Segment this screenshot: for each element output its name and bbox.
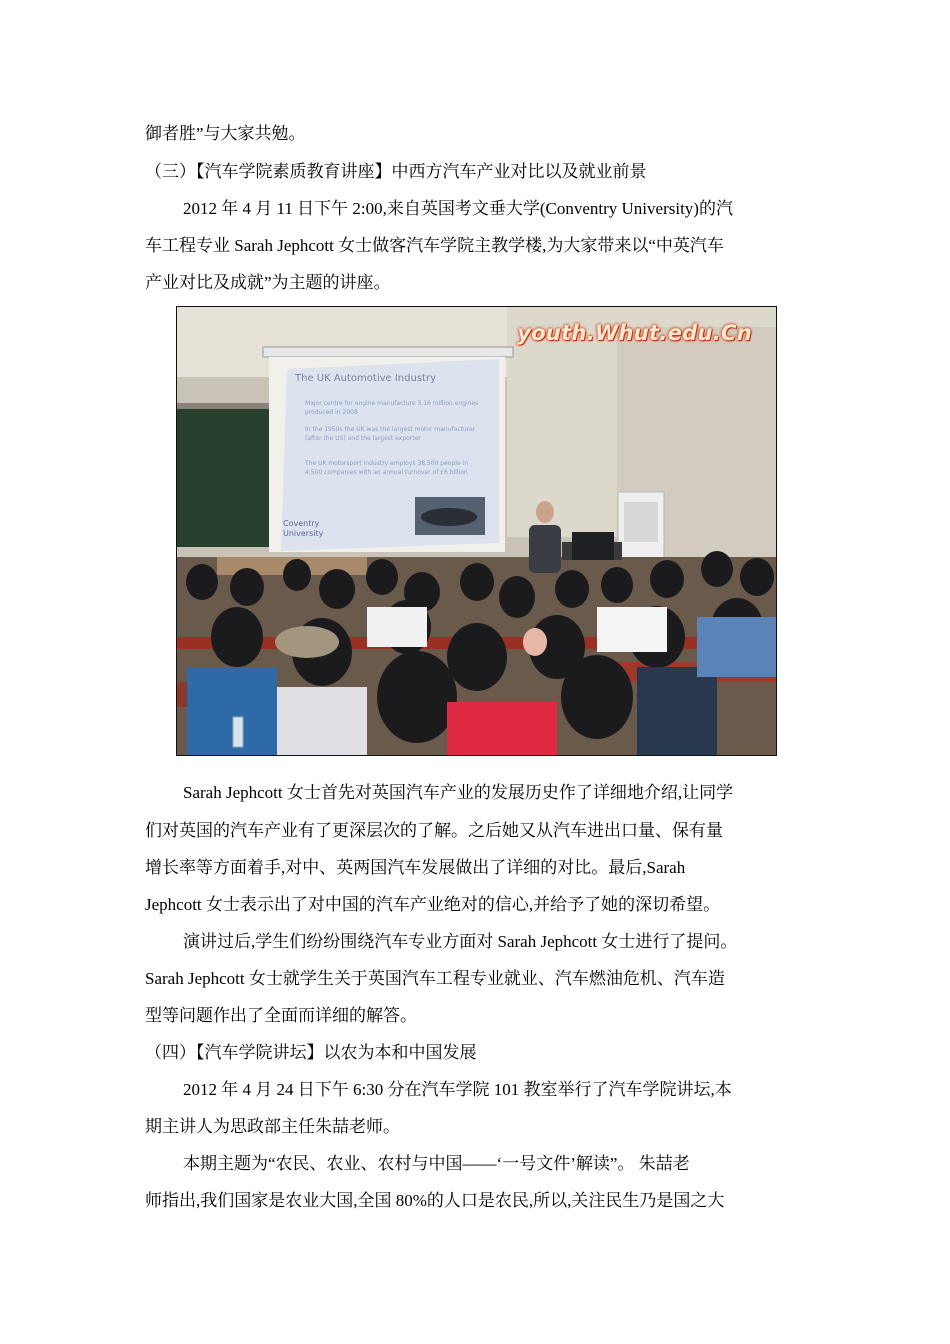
paragraph-line: Sarah Jephcott 女士首先对英国汽车产业的发展历史作了详细地介绍,让同学 [183,783,734,802]
slide-title: The UK Automotive Industry [295,373,436,384]
paragraph-line: 演讲过后,学生们纷纷围绕汽车专业方面对 Sarah Jephcott 女士进行了提问。 [183,932,738,951]
slide-bullet: In the 1950s the UK was the largest motor manufacturer (after the US) and the largest exporter [305,426,476,442]
paragraph-line: 师指出,我们国家是农业大国,全国 80%的人口是农民,所以,关注民生乃是国之大 [145,1191,725,1210]
slide-bullet: The UK motorsport industry employs 38,500 people in 4,500 companies with an annual turnover of £6 billion [305,460,469,476]
paragraph-line: 产业对比及成就”为主题的讲座。 [145,273,391,292]
paragraph-line: 增长率等方面着手,对中、英两国汽车发展做出了详细的对比。最后,Sarah [145,858,686,877]
paragraph-line: 期主讲人为思政部主任朱喆老师。 [145,1117,400,1136]
section-heading-3: （三）【汽车学院素质教育讲座】中西方汽车产业对比以及就业前景 [145,162,647,181]
paragraph-line: 2012 年 4 月 24 日下午 6:30 分在汽车学院 101 教室举行了汽车学院讲坛,本 [183,1080,732,1099]
watermark-text: youth.Whut.edu.Cn [517,321,752,345]
section-heading-4: （四）【汽车学院讲坛】以农为本和中国发展 [145,1043,477,1062]
paragraph-line: 御者胜”与大家共勉。 [145,124,306,143]
paragraph-line: Jephcott 女士表示出了对中国的汽车产业绝对的信心,并给予了她的深切希望。 [145,895,721,914]
paragraph-line: Sarah Jephcott 女士就学生关于英国汽车工程专业就业、汽车燃油危机、汽车造 [145,969,725,988]
paragraph-line: 车工程专业 Sarah Jephcott 女士做客汽车学院主教学楼,为大家带来以“中英汽车 [145,236,724,255]
slide-logo-line1: Coventry [283,519,320,528]
slide-bullet: Major centre for engine manufacture 3.16 million engines produced in 2008 [305,400,479,416]
paragraph-line: 型等问题作出了全面而详细的解答。 [145,1006,417,1025]
paragraph-line: 们对英国的汽车产业有了更深层次的了解。之后她又从汽车进出口量、保有量 [145,821,723,840]
paragraph-line: 2012 年 4 月 11 日下午 2:00,来自英国考文垂大学(Conventry University)的汽 [183,199,733,218]
paragraph-line: 本期主题为“农民、农业、农村与中国——‘一号文件’解读”。 朱喆老 [183,1154,690,1173]
lecture-photo [176,306,777,756]
slide-logo-line2: University [283,529,324,538]
